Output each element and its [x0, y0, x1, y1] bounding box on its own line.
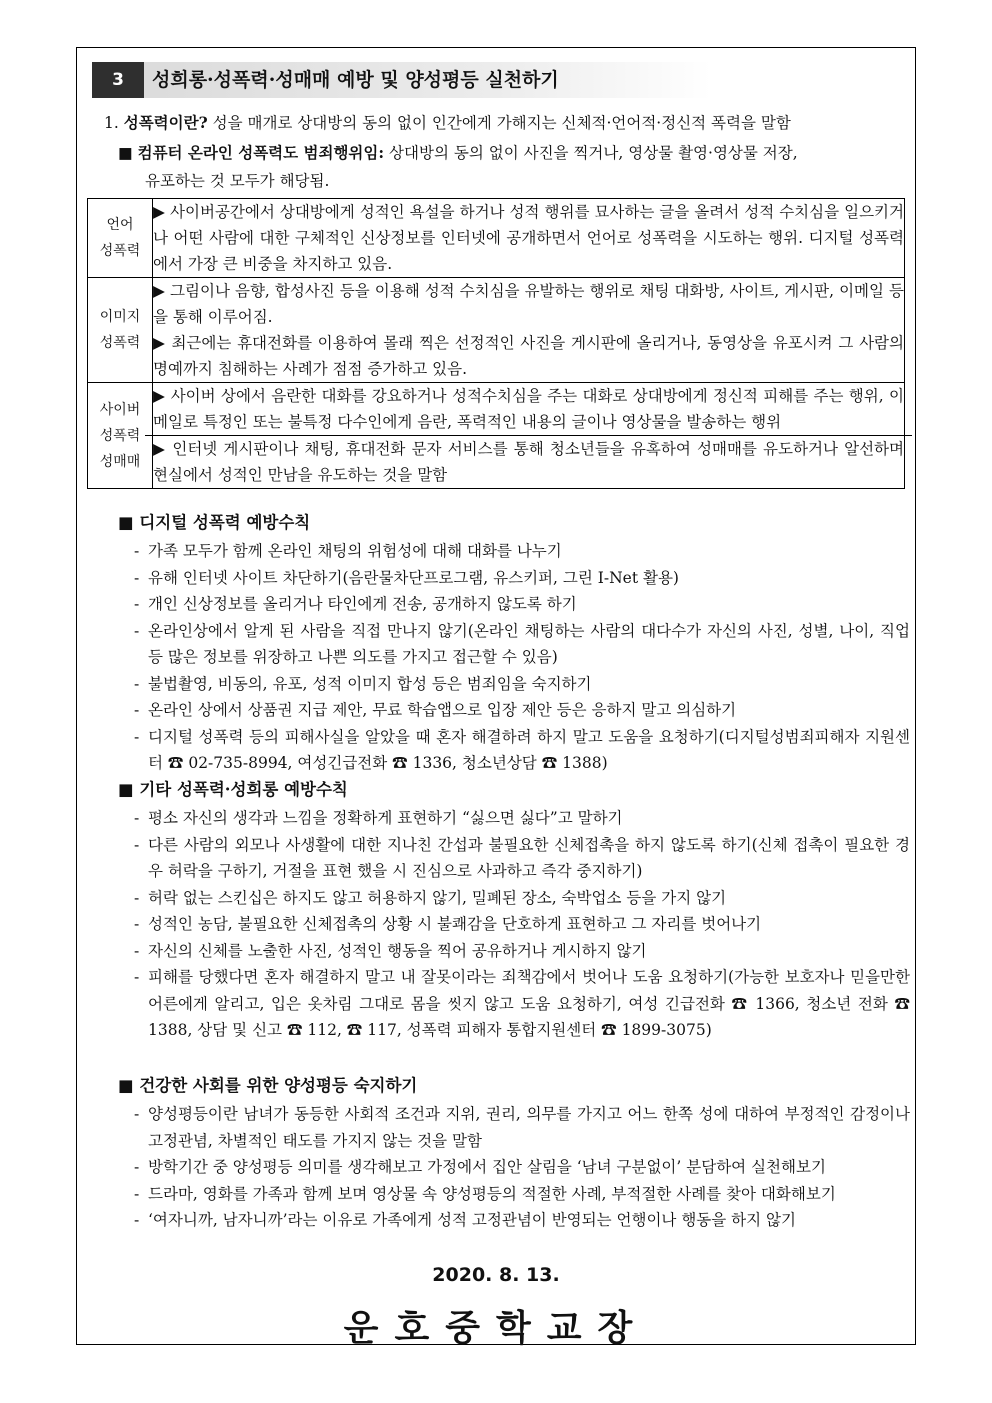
list-item: - 평소 자신의 생각과 느낌을 정확하게 표현하기 “싫으면 싫다”고 말하기: [134, 805, 910, 832]
gender-equality-heading: ■ 건강한 사회를 위한 양성평등 숙지하기: [118, 1076, 418, 1095]
list-item: - 가족 모두가 함께 온라인 채팅의 위험성에 대해 대화를 나누기: [134, 538, 910, 565]
digital-prevention-list: [134, 538, 910, 777]
square-bullet-icon: ■: [118, 144, 133, 162]
computer-crime-line: [118, 140, 798, 166]
list-item: - 개인 신상정보를 올리거나 타인에게 전송, 공개하지 않도록 하기: [134, 591, 910, 618]
other-prevention-heading: ■ 기타 성폭력·성희롱 예방수칙: [118, 780, 348, 799]
description-item: ▶ 최근에는 휴대전화를 이용하여 몰래 찍은 선정적인 사진을 게시판에 올리거나, 동영상을 유포시켜 그 사람의 명예까지 침해하는 사례가 점점 증가하고 있음.: [153, 334, 904, 378]
document-date: 2020. 8. 13.: [432, 1264, 560, 1286]
list-item: - 온라인 상에서 상품권 지급 제안, 무료 학습앱으로 입장 제안 등은 응하지 말고 의심하기: [134, 697, 910, 724]
definition-prefix: 1.: [104, 114, 124, 132]
category-label: 성폭력: [99, 335, 141, 351]
category-label: 성매매: [99, 453, 141, 470]
list-item: - 방학기간 중 양성평등 의미를 생각해보고 가정에서 집안 살림을 ‘남녀 구분없이’ 분담하여 실천해보기: [134, 1154, 910, 1181]
list-item: - 피해를 당했다면 혼자 해결하지 말고 내 잘못이라는 죄책감에서 벗어나 도움 요청하기(가능한 보호자나 믿을만한 어른에게 알리고, 입은 옷차림 그대로 몸을 씻지 않고 도움 요청하기, 여성 긴급전화 ☎ 1366, 청소년 전화 ☎ 1388, 상담 및 신고 ☎ 112, ☎ 117, 성폭력 피해자 통합지원센터 ☎ 1899-3075): [134, 964, 910, 1044]
list-item: - 성적인 농담, 불필요한 신체접촉의 상황 시 불쾌감을 단호하게 표현하고 그 자리를 벗어나기: [134, 911, 910, 938]
digital-prevention-heading: ■ 디지털 성폭력 예방수칙: [118, 513, 311, 532]
section-number: 3: [92, 62, 144, 98]
type-description: [153, 278, 905, 383]
section-header: [92, 62, 712, 98]
table-row: [88, 199, 905, 278]
computer-crime-text: 상대방의 동의 없이 사진을 찍거나, 영상물 촬영·영상물 저장,: [384, 144, 798, 162]
gender-equality-list: [134, 1101, 910, 1234]
computer-crime-term: 컴퓨터 온라인 성폭력도 범죄행위임:: [137, 143, 385, 162]
section-title: 성희롱·성폭력·성매매 예방 및 양성평등 실천하기: [152, 69, 559, 91]
type-description: [153, 383, 905, 489]
type-description: [153, 199, 905, 278]
definition-term: 성폭력이란?: [123, 113, 208, 132]
school-principal-signature: 운호중학교장: [343, 1308, 649, 1349]
list-item: - ‘여자니까, 남자니까’라는 이유로 가족에게 성적 고정관념이 반영되는 언행이나 행동을 하지 않기: [134, 1207, 910, 1234]
description-item: ▶ 사이버공간에서 상대방에게 성적인 욕설을 하거나 성적 행위를 묘사하는 글을 올려서 성적 수치심을 일으키거나 어떤 사람에 대한 구체적인 신상정보를 인터넷에 공개하면서 언어로 성폭력을 시도하는 행위. 디지털 성폭력에서 가장 큰 비중을 차지하고 있음.: [153, 203, 904, 273]
category-label: 성폭력: [99, 427, 141, 444]
list-item: - 다른 사람의 외모나 사생활에 대한 지나친 간섭과 불필요한 신체접촉을 하지 않도록 하기(신체 접촉이 필요한 경우 허락을 구하기, 거절을 표현 했을 시 진심으로 사과하고 즉각 중지하기): [134, 832, 910, 885]
computer-crime-line-2: 유포하는 것 모두가 해당됨.: [145, 172, 330, 190]
list-item: - 양성평등이란 남녀가 동등한 사회적 조건과 지위, 권리, 의무를 가지고 어느 한쪽 성에 대하여 부정적인 감정이나 고정관념, 차별적인 태도를 가지지 않는 것을 말함: [134, 1101, 910, 1154]
type-category: [88, 278, 153, 383]
list-item: - 온라인상에서 알게 된 사람을 직접 만나지 않기(온라인 채팅하는 사람의 대다수가 자신의 사진, 성별, 나이, 직업 등 많은 정보를 위장하고 나쁜 의도를 가지고 접근할 수 있음): [134, 618, 910, 671]
table-row: [88, 278, 905, 383]
list-item: - 허락 없는 스킨십은 하지도 않고 허용하지 않기, 밀폐된 장소, 숙박업소 등을 가지 않기: [134, 885, 910, 912]
type-category: [88, 199, 153, 278]
description-item: ▶ 사이버 상에서 음란한 대화를 강요하거나 성적수치심을 주는 대화로 상대방에게 정신적 피해를 주는 행위, 이메일로 특정인 또는 불특정 다수인에게 음란, 폭력적인 내용의 글이나 영상물을 발송하는 행위: [153, 387, 904, 431]
definition-line: [104, 110, 791, 136]
other-prevention-list: [134, 805, 910, 1044]
category-label: 성폭력: [99, 243, 141, 259]
description-item: ▶ 인터넷 게시판이나 채팅, 휴대전화 문자 서비스를 통해 청소년들을 유혹하여 성매매를 유도하거나 알선하며 현실에서 성적인 만남을 유도하는 것을 말함: [145, 435, 912, 488]
type-category: [88, 383, 153, 489]
list-item: - 불법촬영, 비동의, 유포, 성적 이미지 합성 등은 범죄임을 숙지하기: [134, 671, 910, 698]
category-label: 사이버: [99, 401, 141, 418]
category-label: 언어: [106, 217, 134, 233]
list-item: - 유해 인터넷 사이트 차단하기(음란물차단프로그램, 유스키퍼, 그린 I-Net 활용): [134, 565, 910, 592]
category-label: 이미지: [99, 309, 141, 325]
description-item: ▶ 그림이나 음향, 합성사진 등을 이용해 성적 수치심을 유발하는 행위로 채팅 대화방, 사이트, 게시판, 이메일 등을 통해 이루어짐.: [153, 282, 904, 326]
list-item: - 드라마, 영화를 가족과 함께 보며 영상물 속 양성평등의 적절한 사례, 부적절한 사례를 찾아 대화해보기: [134, 1181, 910, 1208]
cyber-violence-types-table: [87, 198, 905, 489]
definition-text: 성을 매개로 상대방의 동의 없이 인간에게 가해지는 신체적·언어적·정신적 폭력을 말함: [207, 114, 791, 132]
table-row: [88, 383, 905, 489]
list-item: - 자신의 신체를 노출한 사진, 성적인 행동을 찍어 공유하거나 게시하지 않기: [134, 938, 910, 965]
list-item: - 디지털 성폭력 등의 피해사실을 알았을 때 혼자 해결하려 하지 말고 도움을 요청하기(디지털성범죄피해자 지원센터 ☎ 02-735-8994, 여성긴급전화 ☎ 1336, 청소년상담 ☎ 1388): [134, 724, 910, 777]
